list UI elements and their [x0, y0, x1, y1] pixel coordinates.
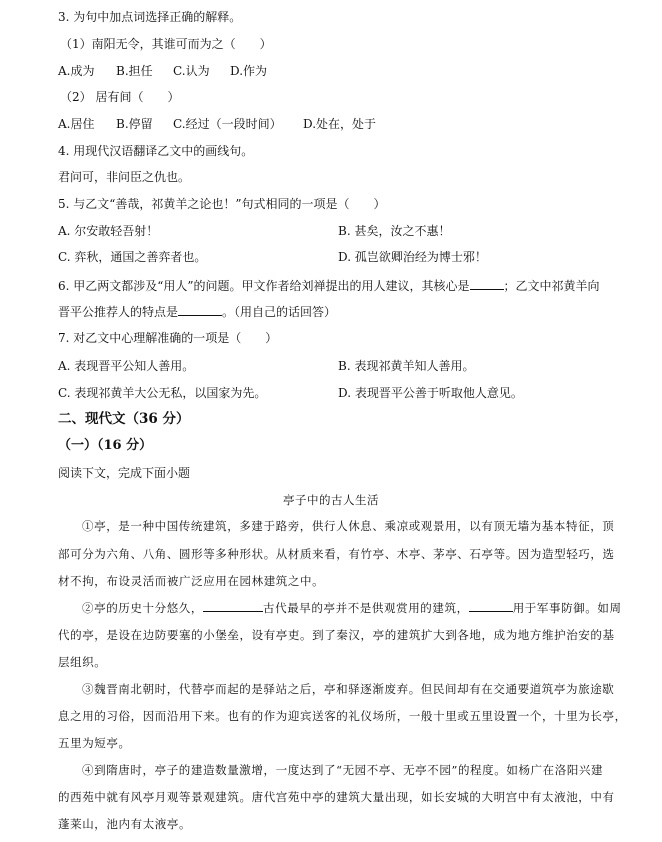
q5-option-c: C. 弈秋，通国之善弈者也。	[58, 250, 207, 264]
q3-sub2: （2） 居有间（ ）	[60, 90, 180, 104]
passage-p1-line1: ①亭，是一种中国传统建筑，多建于路旁，供行人休息、乘凉或观景用，以有顶无墙为基本特征，顶	[82, 519, 615, 533]
passage-p2-text-c: 用于军事防御。如周	[512, 601, 622, 615]
q3-sub1: （1）南阳无令，其谁可而为之（ ）	[60, 37, 272, 51]
passage-p2-text-b: 古代最早的亭并不是供观赏用的建筑，	[263, 601, 469, 615]
q3-sub2-option-a: A.居住	[58, 117, 95, 131]
q5-option-d: D. 孤岂欲卿治经为博士邪！	[338, 250, 487, 264]
q3-stem: 3. 为句中加点词选择正确的解释。	[58, 10, 242, 24]
q3-sub1-option-a: A.成为	[58, 64, 95, 78]
q3-sub1-option-b: B.担任	[116, 64, 153, 78]
passage-p4-line2: 的西苑中就有风亭月观等景观建筑。唐代宫苑中亭的建筑大量出现，如长安城的大明宫中有太液池，中有	[58, 790, 615, 804]
q6-line1-text-b: ；乙文中祁黄羊向	[503, 279, 600, 293]
passage-p3-line3: 五里为短亭。	[58, 736, 131, 750]
passage-p4-line3: 蓬莱山，池内有太液亭。	[58, 817, 192, 831]
passage-title: 亭子中的古人生活	[283, 493, 379, 507]
q7-option-d: D. 表现晋平公善于听取他人意见。	[338, 386, 523, 400]
q3-sub1-option-c: C.认为	[173, 64, 210, 78]
passage-p1-line2: 部可分为六角、八角、圆形等多种形状。从材质来看，有竹亭、木亭、茅亭、石亭等。因为造型轻巧，选	[58, 547, 615, 561]
section-heading: 二、现代文（36 分）	[58, 411, 190, 427]
passage-blank-2[interactable]	[469, 599, 513, 612]
passage-p2-text-a: ②亭的历史十分悠久，	[82, 601, 203, 615]
passage-p4-line1: ④到隋唐时，亭子的建造数量激增，一度达到了“无园不亭、无亭不园”的程度。如杨广在洛阳兴建	[82, 763, 604, 777]
passage-p2-line3: 层组织。	[58, 655, 107, 669]
q6-answer-blank-2[interactable]	[178, 303, 222, 316]
q5-stem: 5. 与乙文“善哉，祁黄羊之论也！”句式相同的一项是（ ）	[58, 197, 386, 211]
q6-answer-blank-1[interactable]	[470, 277, 504, 290]
passage-blank-1[interactable]	[203, 599, 263, 612]
passage-p3-line2: 息之用的习俗，因而沿用下来。也有的作为迎宾送客的礼仪场所，一般十里或五里设置一个，十里为长亭，	[58, 709, 627, 723]
q3-sub2-option-d: D.处在，处于	[303, 117, 377, 131]
reading-instruction: 阅读下文，完成下面小题	[58, 466, 191, 480]
q5-option-b: B. 甚矣，汝之不惠！	[338, 224, 451, 238]
q6-line1-text-a: 6. 甲乙两文都涉及“用人”的问题。甲文作者给刘禅提出的用人建议，其核心是	[58, 279, 470, 293]
q3-sub2-option-c: C.经过（一段时间）	[173, 117, 282, 131]
passage-p2-line1	[82, 599, 642, 616]
q6-line2	[58, 303, 336, 320]
q6-line2-text-b: 。（用自己的话回答）	[222, 305, 337, 319]
q6-line1	[58, 277, 600, 294]
subsection-heading: （一）（16 分）	[58, 438, 153, 453]
q3-sub1-option-d: D.作为	[230, 64, 268, 78]
passage-p1-line3: 材不拘，布设灵活而被广泛应用在园林建筑之中。	[58, 574, 325, 588]
q6-line2-text-a: 晋平公推荐人的特点是	[58, 305, 179, 319]
q4-sentence: 君问可，非问臣之仇也。	[58, 170, 191, 184]
passage-p3-line1: ③魏晋南北朝时，代替亭而起的是驿站之后，亭和驿逐渐废弃。但民间却有在交通要道筑亭为旅途歇	[82, 682, 615, 696]
q4-stem: 4. 用现代汉语翻译乙文中的画线句。	[58, 144, 254, 158]
q5-option-a: A. 尔安敢轻吾射！	[58, 224, 159, 238]
q7-stem: 7. 对乙文中心理解准确的一项是（ ）	[58, 331, 278, 345]
q3-sub2-option-b: B.停留	[116, 117, 153, 131]
q7-option-a: A. 表现晋平公知人善用。	[58, 359, 195, 373]
q7-option-b: B. 表现祁黄羊知人善用。	[338, 359, 475, 373]
q7-option-c: C. 表现祁黄羊大公无私，以国家为先。	[58, 386, 267, 400]
passage-p2-line2: 代的亭，是设在边防要塞的小堡垒，设有亭吏。到了秦汉，亭的建筑扩大到各地，成为地方维护治安的基	[58, 628, 615, 642]
